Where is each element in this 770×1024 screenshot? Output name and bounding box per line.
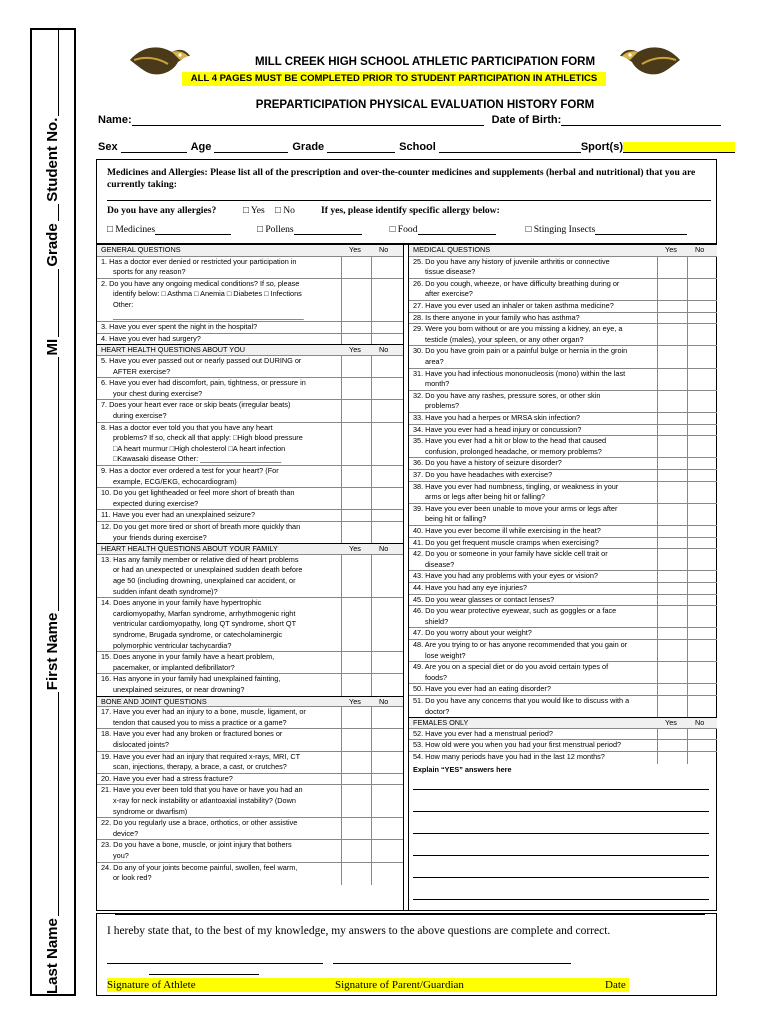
grade-label: Grade <box>43 223 61 267</box>
question-text: 39. Have you ever been unable to move your arms or legs after <box>413 503 618 513</box>
question-row <box>97 839 403 862</box>
page-title: PREPARTICIPATION PHYSICAL EVALUATION HISTORY FORM <box>255 99 595 111</box>
question-text: 29. Were you born without or are you missing a kidney, an eye, a <box>413 324 623 334</box>
question-text: 5. Have you ever passed out or nearly passed out DURING or <box>101 356 302 365</box>
question-text: 10. Do you get lightheaded or feel more short of breath than <box>101 488 295 498</box>
explain-answer-line[interactable] <box>413 789 709 790</box>
question-row <box>97 862 403 885</box>
age-label: Age <box>190 141 212 153</box>
student-info-vertical <box>32 28 72 996</box>
athlete-signature-label: Signature of Athlete <box>107 979 196 991</box>
name-field[interactable] <box>132 115 484 126</box>
question-row <box>409 368 717 391</box>
question-text: 27. Have you ever used an inhaler or taken asthma medicine? <box>413 301 614 310</box>
name-label: Name: <box>98 114 132 126</box>
question-row <box>97 521 403 544</box>
yes-answer-cell[interactable] <box>657 279 686 301</box>
section-title: BONE AND JOINT QUESTIONS <box>101 696 207 706</box>
question-row <box>409 605 717 628</box>
yes-answer-cell[interactable] <box>341 729 370 751</box>
explain-answer-line[interactable] <box>413 811 709 812</box>
yes-column-header: Yes <box>349 696 361 706</box>
section-title: HEART HEALTH QUESTIONS ABOUT YOU <box>101 345 246 355</box>
question-text: 13. Has any family member or relative died of heart problems <box>101 554 299 564</box>
question-text: 22. Do you regularly use a brace, orthotics, or other assistive <box>101 818 298 828</box>
question-text: 3. Have you ever spent the night in the hospital? <box>101 322 258 332</box>
no-column-header: No <box>379 245 389 254</box>
question-text: 1. Has a doctor ever denied or restricted your participation in <box>101 256 297 266</box>
no-answer-cell[interactable] <box>371 598 400 652</box>
explain-answer-line[interactable] <box>413 899 709 900</box>
school-label: School <box>399 141 436 153</box>
question-text: 35. Have you ever had a hit or blow to the head that caused <box>413 436 607 446</box>
question-text: area? <box>425 356 444 366</box>
question-row <box>409 323 717 346</box>
section-title: FEMALES ONLY <box>413 718 469 728</box>
question-text: 20. Have you ever had a stress fracture? <box>101 773 233 783</box>
question-text: _______________________________________________ <box>113 310 304 320</box>
yes-answer-cell[interactable] <box>657 257 686 279</box>
question-text: dislocated joints? <box>113 739 169 749</box>
yes-answer-cell[interactable] <box>657 549 686 571</box>
yes-answer-cell[interactable] <box>657 752 686 764</box>
no-answer-cell[interactable] <box>371 423 400 466</box>
yes-answer-cell[interactable] <box>341 257 370 279</box>
yes-column-header: Yes <box>349 245 361 254</box>
yes-answer-cell[interactable] <box>341 818 370 840</box>
explain-answer-line[interactable] <box>413 833 709 834</box>
question-text: 2. Do you have any ongoing medical conditions? If so, please <box>101 278 300 288</box>
parent-signature-line[interactable] <box>333 963 571 964</box>
question-row <box>97 597 403 652</box>
question-row <box>97 465 403 488</box>
question-row <box>97 784 403 818</box>
question-text: your chest during exercise? <box>113 388 203 398</box>
yes-answer-cell[interactable] <box>657 346 686 368</box>
question-text: □Kawasaki disease Other: ____________________ <box>113 454 282 464</box>
question-text: sudden infant death syndrome)? <box>113 586 218 596</box>
questions-box <box>96 244 717 911</box>
question-text: 26. Do you cough, wheeze, or have difficulty breathing during or <box>413 278 620 288</box>
question-text: example, ECG/EKG, echocardiogram) <box>113 476 237 486</box>
question-text: lose weight? <box>425 650 466 660</box>
no-column-header: No <box>379 345 389 355</box>
no-answer-cell[interactable] <box>371 652 400 674</box>
no-answer-cell[interactable] <box>371 555 400 598</box>
explain-yes-label: Explain “YES” answers here <box>413 764 512 774</box>
question-text: ventricular cardiomyopathy, long QT syndrome, short QT <box>113 619 297 629</box>
question-text: 46. Do you wear protective eyewear, such as goggles or a face <box>413 606 617 616</box>
dob-label: Date of Birth: <box>491 114 562 126</box>
school-field[interactable] <box>439 142 581 153</box>
question-row <box>97 377 403 400</box>
no-answer-cell[interactable] <box>371 522 400 544</box>
no-column-header: No <box>695 245 705 254</box>
yes-answer-cell[interactable] <box>341 423 370 466</box>
question-row <box>97 706 403 729</box>
medicines-allergy-field[interactable] <box>155 224 231 235</box>
section-header <box>97 245 403 256</box>
first-name-field[interactable] <box>46 358 59 611</box>
question-row <box>409 256 717 279</box>
no-column-header: No <box>379 696 389 706</box>
completion-notice: ALL 4 PAGES MUST BE COMPLETED PRIOR TO STUDENT PARTICIPATION IN ATHLETICS <box>182 72 606 86</box>
question-text: foods? <box>425 672 447 682</box>
first-name-label: First Name <box>43 612 61 691</box>
no-answer-cell[interactable] <box>371 840 400 862</box>
signature-labels <box>107 978 629 992</box>
question-text: shield? <box>425 616 449 626</box>
question-text: doctor? <box>425 706 450 716</box>
question-text: 49. Are you on a special diet or do you avoid certain types of <box>413 662 609 672</box>
yes-answer-cell[interactable] <box>657 504 686 526</box>
yes-answer-cell[interactable] <box>341 863 370 885</box>
question-text: or had an unexpected or unexplained sudden death before <box>113 565 303 575</box>
no-answer-cell[interactable] <box>371 674 400 696</box>
yes-answer-cell[interactable] <box>657 391 686 413</box>
demographics-row <box>98 141 735 153</box>
no-answer-cell[interactable] <box>687 257 716 279</box>
no-answer-cell[interactable] <box>371 378 400 400</box>
explain-answer-line[interactable] <box>413 877 709 878</box>
question-row <box>409 435 717 458</box>
question-text: 42. Do you or someone in your family have sickle cell trait or <box>413 549 608 559</box>
right-questions-table <box>408 245 717 910</box>
question-text: problems? If so, check all that apply: □High blood pressure <box>113 433 303 443</box>
name-dob-row <box>98 114 721 126</box>
question-row <box>97 487 403 510</box>
last-name-field[interactable] <box>46 692 59 916</box>
yes-answer-cell[interactable] <box>341 378 370 400</box>
date-label: Date <box>605 979 626 991</box>
no-column-header: No <box>379 544 389 554</box>
question-text: 50. Have you ever had an eating disorder? <box>413 684 551 694</box>
yes-answer-cell[interactable] <box>341 674 370 696</box>
signature-box <box>96 913 717 996</box>
question-row <box>409 751 717 764</box>
question-text: 47. Do you worry about your weight? <box>413 628 532 638</box>
question-text: testicle (males), your spleen, or any other organ? <box>425 334 584 344</box>
mi-label: MI <box>43 338 61 356</box>
attestation-statement: I hereby state that, to the best of my knowledge, my answers to the above questions are complete and correct. <box>107 925 611 937</box>
yes-column-header: Yes <box>665 245 677 254</box>
yes-answer-cell[interactable] <box>341 555 370 598</box>
parent-signature-label: Signature of Parent/Guardian <box>335 979 464 991</box>
grade-input[interactable] <box>327 142 395 153</box>
question-text: your friends during exercise? <box>113 532 207 542</box>
question-text: arms or legs after being hit or falling? <box>425 492 546 502</box>
allergy-no-checkbox[interactable]: □ No <box>275 205 295 216</box>
question-text: 17. Have you ever had an injury to a bone, muscle, ligament, or <box>101 707 306 717</box>
question-row <box>97 278 403 322</box>
yes-answer-cell[interactable] <box>341 279 370 322</box>
medicines-instructions: Medicines and Allergies: Please list all of the prescription and over-the-counter medicines and supplements (herbal and nutritional) that you are currently taking: <box>107 167 696 190</box>
question-text: 21. Have you ever been told that you have or have you had an <box>101 785 303 795</box>
sex-label: Sex <box>98 141 118 153</box>
question-text: confusion, prolonged headache, or memory problems? <box>425 446 602 456</box>
question-text: 53. How old were you when you had your first menstrual period? <box>413 740 622 750</box>
yes-answer-cell[interactable] <box>657 482 686 504</box>
question-text: 44. Have you had any eye injuries? <box>413 583 527 592</box>
question-text: 24. Do any of your joints become painful, swollen, feel warm, <box>101 862 298 872</box>
question-text: 34. Have you ever had a head injury or concussion? <box>413 424 582 434</box>
allergy-types-row <box>107 224 687 235</box>
no-answer-cell[interactable] <box>371 707 400 729</box>
grade-field[interactable] <box>46 204 59 222</box>
question-row <box>409 548 717 571</box>
yes-answer-cell[interactable] <box>341 707 370 729</box>
no-answer-cell[interactable] <box>687 436 716 458</box>
athlete-signature-line[interactable] <box>107 963 323 964</box>
question-text: being hit or falling? <box>425 514 487 524</box>
yes-answer-cell[interactable] <box>341 400 370 422</box>
question-row <box>97 651 403 674</box>
section-title: GENERAL QUESTIONS <box>101 245 181 254</box>
question-text: 4. Have you ever had surgery? <box>101 333 201 343</box>
yes-column-header: Yes <box>665 718 677 728</box>
student-no-field[interactable] <box>46 28 59 116</box>
allergy-instruction: If yes, please identify specific allergy below: <box>321 205 500 216</box>
medicines-allergies-box <box>96 159 717 244</box>
no-answer-cell[interactable] <box>371 466 400 488</box>
yes-column-header: Yes <box>349 544 361 554</box>
explain-answer-line[interactable] <box>413 855 709 856</box>
question-text: month? <box>425 379 450 389</box>
yes-answer-cell[interactable] <box>341 356 370 378</box>
question-text: □A heart murmur □High cholesterol □A heart infection <box>113 443 286 453</box>
no-answer-cell[interactable] <box>371 818 400 840</box>
question-row <box>409 278 717 301</box>
question-text: identify below: □ Asthma □ Anemia □ Diabetes □ Infections <box>113 289 302 299</box>
sex-field[interactable] <box>121 142 187 153</box>
insects-field[interactable] <box>595 224 687 235</box>
question-text: 51. Do you have any concerns that you would like to discuss with a <box>413 696 630 705</box>
pollens-checkbox[interactable]: □ Pollens <box>257 224 294 235</box>
question-text: or look red? <box>113 873 152 883</box>
question-text: 15. Does anyone in your family have a heart problem, <box>101 652 275 662</box>
yes-answer-cell[interactable] <box>341 466 370 488</box>
date-line[interactable] <box>149 974 259 975</box>
question-row <box>409 639 717 662</box>
question-text: 19. Have you ever had an injury that required x-rays, MRI, CT <box>101 751 301 761</box>
question-text: pacemaker, or implanted defibrillator? <box>113 662 235 672</box>
no-column-header: No <box>695 718 705 728</box>
sports-field[interactable] <box>623 142 735 153</box>
question-row <box>409 695 717 718</box>
question-row <box>97 817 403 840</box>
question-text: syndrome or dwarfism) <box>113 806 188 816</box>
question-row <box>97 355 403 378</box>
no-answer-cell[interactable] <box>687 346 716 368</box>
no-answer-cell[interactable] <box>371 279 400 322</box>
no-answer-cell[interactable] <box>687 752 716 764</box>
question-text: Other: <box>113 299 134 309</box>
question-text: 33. Have you had a herpes or MRSA skin infection? <box>413 413 581 422</box>
section-title: MEDICAL QUESTIONS <box>413 245 491 254</box>
no-answer-cell[interactable] <box>687 696 716 718</box>
no-answer-cell[interactable] <box>687 549 716 571</box>
no-answer-cell[interactable] <box>687 504 716 526</box>
question-text: 30. Do you have groin pain or a painful bulge or hernia in the groin <box>413 346 628 356</box>
food-checkbox[interactable]: □ Food <box>389 224 418 235</box>
mi-field[interactable] <box>46 269 59 337</box>
question-row <box>97 728 403 751</box>
insects-checkbox[interactable]: □ Stinging Insects <box>525 224 596 235</box>
question-row <box>409 481 717 504</box>
yes-answer-cell[interactable] <box>657 436 686 458</box>
question-text: 45. Do you wear glasses or contact lenses? <box>413 594 555 604</box>
yes-answer-cell[interactable] <box>341 488 370 510</box>
question-text: 16. Has anyone in your family had unexplained fainting, <box>101 674 281 684</box>
sports-label: Sport(s) <box>580 141 623 153</box>
yes-answer-cell[interactable] <box>341 752 370 774</box>
question-text: during exercise? <box>113 410 167 420</box>
question-text: 12. Do you get more tired or short of breath more quickly than <box>101 522 301 531</box>
no-answer-cell[interactable] <box>687 369 716 391</box>
no-answer-cell[interactable] <box>687 482 716 504</box>
question-text: 36. Do you have a history of seizure disorder? <box>413 458 562 468</box>
pollens-field[interactable] <box>294 224 362 235</box>
question-text: 6. Have you ever had discomfort, pain, tightness, or pressure in <box>101 378 306 388</box>
question-text: 8. Has a doctor ever told you that you have any heart <box>101 422 273 432</box>
no-answer-cell[interactable] <box>371 356 400 378</box>
question-text: age 50 (including drowning, unexplained car accident, or <box>113 575 296 585</box>
age-field[interactable] <box>214 142 288 153</box>
no-answer-cell[interactable] <box>371 488 400 510</box>
question-text: disease? <box>425 559 455 569</box>
question-row <box>409 345 717 368</box>
question-text: 28. Is there anyone in your family who has asthma? <box>413 312 580 322</box>
no-answer-cell[interactable] <box>687 324 716 346</box>
question-text: tendon that caused you to miss a practice or a game? <box>113 717 287 727</box>
no-answer-cell[interactable] <box>371 863 400 885</box>
question-row <box>409 661 717 684</box>
question-text: 7. Does your heart ever race or skip beats (irregular beats) <box>101 400 291 410</box>
no-answer-cell[interactable] <box>371 257 400 279</box>
question-text: 32. Do you have any rashes, pressure sores, or other skin <box>413 390 601 400</box>
question-text: AFTER exercise? <box>113 366 171 376</box>
no-answer-cell[interactable] <box>687 662 716 684</box>
question-row <box>97 422 403 466</box>
question-row <box>97 751 403 774</box>
question-text: tissue disease? <box>425 267 476 277</box>
allergies-question: Do you have any allergies? <box>107 205 217 216</box>
yes-answer-cell[interactable] <box>657 324 686 346</box>
no-answer-cell[interactable] <box>687 606 716 628</box>
yes-answer-cell[interactable] <box>341 598 370 652</box>
dob-field[interactable] <box>561 115 721 126</box>
yes-answer-cell[interactable] <box>341 652 370 674</box>
no-answer-cell[interactable] <box>371 752 400 774</box>
question-text: 38. Have you ever had numbness, tingling, or weakness in your <box>413 481 619 491</box>
question-text: cardiomyopathy, Marfan syndrome, arrhythmogenic right <box>113 608 296 618</box>
yes-answer-cell[interactable] <box>341 840 370 862</box>
question-row <box>97 554 403 598</box>
question-text: after exercise? <box>425 289 473 299</box>
question-row <box>409 390 717 413</box>
question-text: 41. Do you get frequent muscle cramps when exercising? <box>413 537 599 547</box>
school-form-title: MILL CREEK HIGH SCHOOL ATHLETIC PARTICIPATION FORM <box>254 56 596 68</box>
question-text: polymorphic ventricular tachycardia? <box>113 640 232 650</box>
no-answer-cell[interactable] <box>371 785 400 818</box>
question-row <box>409 503 717 526</box>
question-text: you? <box>113 850 129 860</box>
allergy-yes-checkbox[interactable]: □ Yes <box>243 205 265 216</box>
question-text: 37. Do you have headaches with exercise? <box>413 470 553 479</box>
question-text: 18. Have you ever had any broken or fractured bones or <box>101 729 283 739</box>
no-answer-cell[interactable] <box>371 729 400 751</box>
yes-answer-cell[interactable] <box>657 369 686 391</box>
no-answer-cell[interactable] <box>687 640 716 662</box>
question-row <box>97 256 403 279</box>
question-text: problems? <box>425 401 460 411</box>
last-name-label: Last Name <box>43 918 61 994</box>
yes-answer-cell[interactable] <box>657 640 686 662</box>
question-text: 40. Have you ever become ill while exercising in the heat? <box>413 526 601 535</box>
yes-answer-cell[interactable] <box>657 662 686 684</box>
question-text: unexplained seizures, or near drowning? <box>113 684 245 694</box>
question-text: syndrome, Brugada syndrome, or catecholaminergic <box>113 629 283 639</box>
question-text: 52. Have you ever had a menstrual period? <box>413 728 553 738</box>
no-answer-cell[interactable] <box>371 400 400 422</box>
yes-column-header: Yes <box>349 345 361 355</box>
yes-answer-cell[interactable] <box>341 785 370 818</box>
left-questions-table <box>97 245 404 910</box>
no-answer-cell[interactable] <box>687 391 716 413</box>
food-field[interactable] <box>418 224 496 235</box>
question-row <box>97 673 403 696</box>
question-text: expected during exercise? <box>113 498 199 508</box>
question-text: sports for any reason? <box>113 267 186 277</box>
question-text: 11. Have you ever had an unexplained seizure? <box>101 510 256 520</box>
section-header <box>409 245 717 256</box>
question-text: scan, injections, therapy, a brace, a cast, or crutches? <box>113 762 287 772</box>
question-row <box>97 399 403 422</box>
question-text: 48. Are you trying to or has anyone recommended that you gain or <box>413 640 628 649</box>
question-text: x-ray for neck instability or atlantoaxial instability? (Down <box>113 795 296 805</box>
yes-answer-cell[interactable] <box>657 606 686 628</box>
question-text: 31. Have you had infectious mononucleosis (mono) within the last <box>413 368 626 378</box>
question-text: 23. Do you have a bone, muscle, or joint injury that bothers <box>101 840 292 850</box>
question-text: device? <box>113 828 139 838</box>
question-text: 14. Does anyone in your family have hypertrophic <box>101 598 262 608</box>
question-text: 54. How many periods have you had in the last 12 months? <box>413 752 605 761</box>
medicines-checkbox[interactable]: □ Medicines <box>107 224 156 235</box>
question-text: 9. Has a doctor ever ordered a test for your heart? (For <box>101 466 279 475</box>
question-text: 25. Do you have any history of juvenile arthritis or connective <box>413 256 610 266</box>
no-answer-cell[interactable] <box>687 279 716 301</box>
section-title: HEART HEALTH QUESTIONS ABOUT YOUR FAMILY <box>101 544 278 554</box>
question-text: 43. Have you had any problems with your eyes or vision? <box>413 571 598 581</box>
yes-answer-cell[interactable] <box>341 522 370 544</box>
medicines-line[interactable] <box>107 200 711 201</box>
student-no-label: Student No. <box>43 117 61 202</box>
yes-answer-cell[interactable] <box>657 696 686 718</box>
grade-field-label: Grade <box>292 141 325 153</box>
